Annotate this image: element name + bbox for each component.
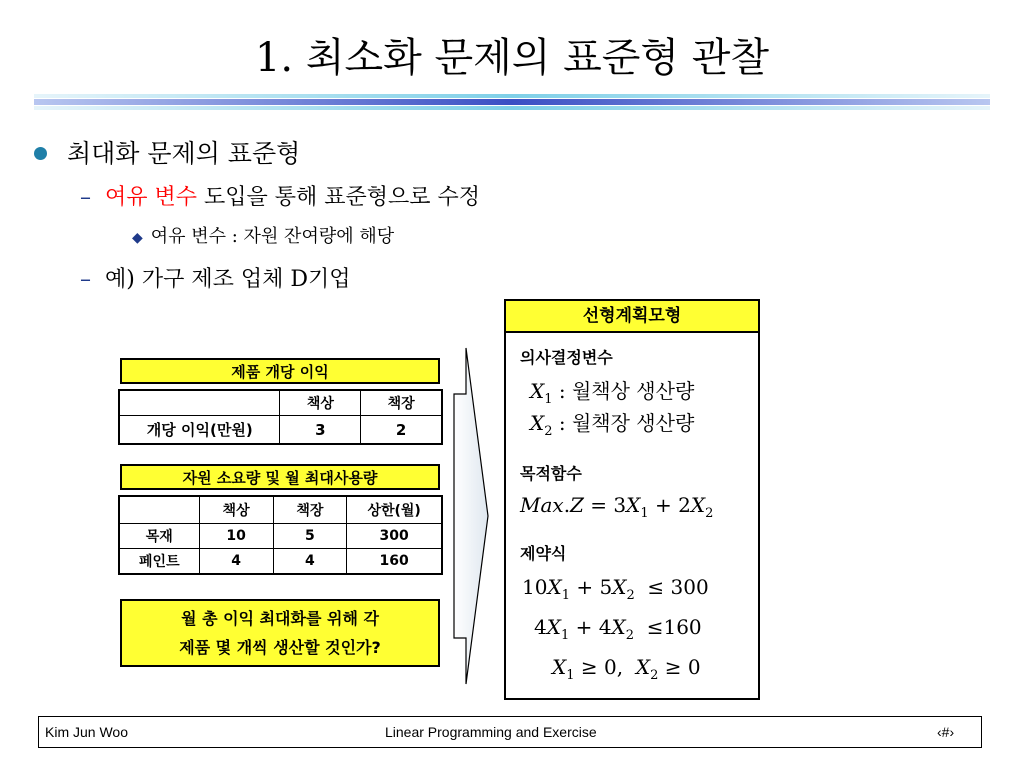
footer-course: Linear Programming and Exercise [385,724,597,740]
sub-bullet-2 [80,262,350,293]
question-line-2: 제품 몇 개씩 생산할 것인가? [179,638,381,657]
table-header-cell: 상한(월) [347,496,442,524]
diamond-bullet-icon: ◆ [132,230,143,246]
sub-bullet-2-text: 예) 가구 제조 업체 D기업 [105,267,351,292]
bullet-level1 [34,134,300,170]
table-cell: 3 [280,416,361,445]
constraint-wood: $10X_1 + 5X_2 \le 300$ [522,575,709,603]
slide-title: 1. 최소화 문제의 표준형 관찰 [254,35,770,81]
sub-bullet-1-text: 도입을 통해 표준형으로 수정 [197,185,481,210]
profit-table-row [119,416,442,445]
slack-variable-term: 여유 변수 [105,185,198,210]
objective-label: 목적함수 [520,464,582,483]
title-divider [34,92,990,112]
table-cell: 300 [347,524,442,549]
x2-definition: $X_2$ : 월책장 생산량 [530,411,695,439]
row-label: 개당 이익(만원) [119,416,280,445]
table-cell: 4 [273,549,347,575]
row-label: 목재 [119,524,199,549]
objective-function: $Max.Z = 3X_1 + 2X_2$ [520,493,714,521]
dash-icon: – [80,185,91,210]
table-cell: 4 [199,549,273,575]
table-header-cell: 책상 [280,390,361,416]
resource-table-title: 자원 소요량 및 월 최대사용량 [120,464,440,490]
table-cell: 160 [347,549,442,575]
bullet-text-main: 최대화 문제의 표준형 [67,139,301,168]
table-row [119,549,442,575]
resource-table [118,495,443,575]
table-header-cell: 책장 [273,496,347,524]
x1-definition: $X_1$ : 월책상 생산량 [530,379,695,407]
lp-model-panel [504,299,760,700]
profit-table [118,389,443,445]
profit-table-header-row [119,390,442,416]
table-header-cell [119,496,199,524]
constraint-paint: $4X_1 + 4X_2 \le 160$ [534,615,702,643]
row-label: 페인트 [119,549,199,575]
footer-page-number: ‹#› [937,724,955,740]
constraint-label: 제약식 [520,544,567,563]
x2-description: 월책장 생산량 [571,411,695,435]
slide-footer [38,716,982,748]
table-row [119,524,442,549]
transform-arrow-icon [448,346,492,686]
table-cell: 10 [199,524,273,549]
table-header-cell: 책상 [199,496,273,524]
profit-table-title: 제품 개당 이익 [120,358,440,384]
question-box [120,599,440,667]
lp-model-header: 선형계획모형 [504,299,760,333]
table-header-cell: 책장 [361,390,442,416]
sub-bullet-1 [80,180,480,211]
x1-description: 월책상 생산량 [571,379,695,403]
constraint-nonnegativity: $X_1 \ge 0$, $X_2 \ge 0$ [552,655,701,683]
sub-sub-bullet-text: 여유 변수 : 자원 잔여량에 해당 [150,226,395,247]
table-header-cell [119,390,280,416]
dash-icon: – [80,267,91,292]
table-cell: 5 [273,524,347,549]
decision-variable-label: 의사결정변수 [520,348,613,367]
sub-sub-bullet [132,222,394,248]
resource-table-header-row [119,496,442,524]
table-cell: 2 [361,416,442,445]
question-line-1: 월 총 이익 최대화를 위해 각 [181,609,379,628]
bullet-dot-icon [34,147,47,160]
footer-author: Kim Jun Woo [45,724,128,740]
